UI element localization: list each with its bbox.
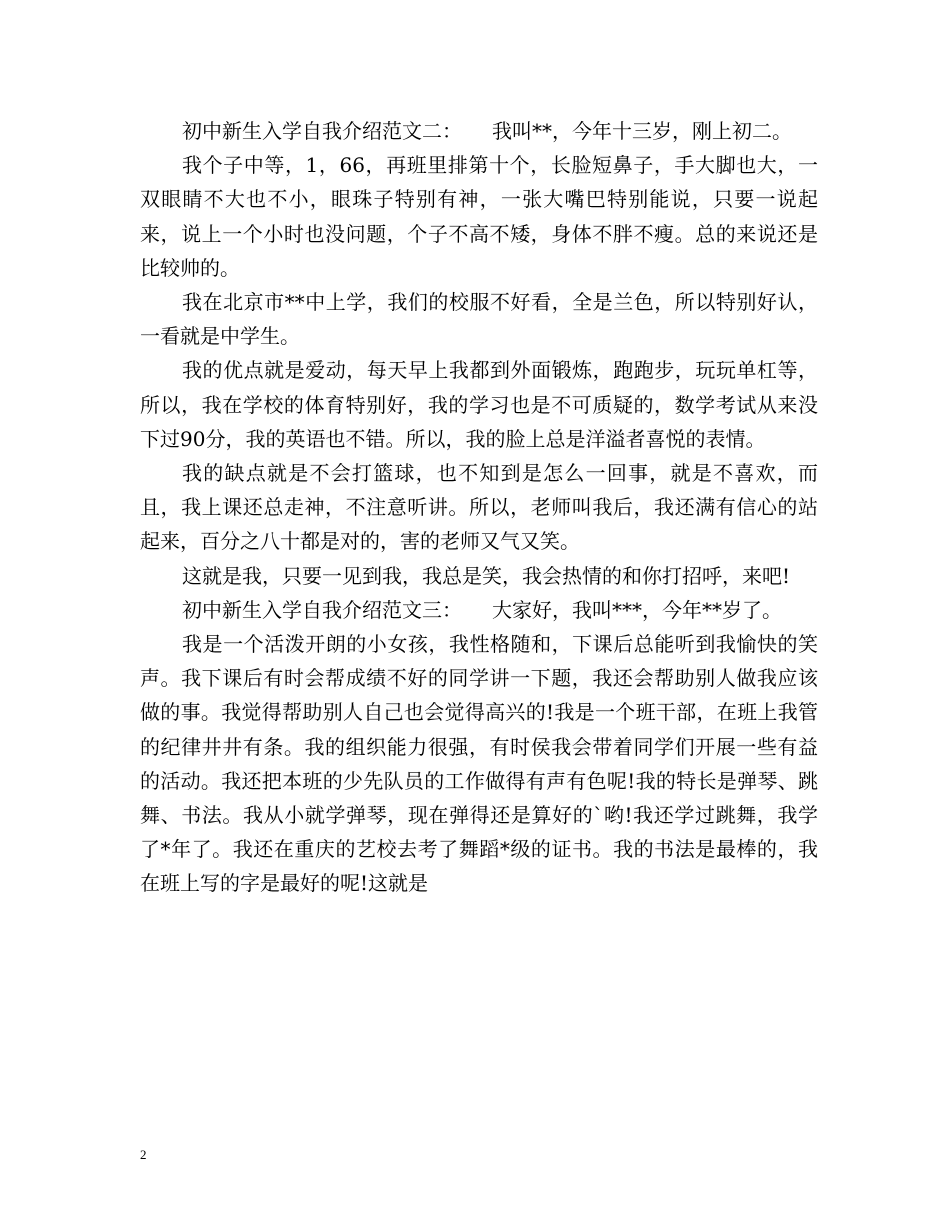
paragraph-sample-three-intro: 初中新生入学自我介绍范文三： 大家好，我叫***，今年**岁了。 <box>182 597 782 622</box>
page-number: 2 <box>140 1147 147 1162</box>
paragraph-school: 我在北京市**中上学，我们的校服不好看，全是兰色，所以特别好认，一看就是中学生。 <box>140 290 818 349</box>
paragraph-weaknesses: 我的缺点就是不会打篮球，也不知到是怎么一回事，就是不喜欢，而且，我上课还总走神，不注意听讲。所以，老师叫我后，我还满有信心的站起来，百分之八十都是对的，害的老师又气又笑。 <box>140 461 818 554</box>
paragraph-appearance: 我个子中等，1，66，再班里排第十个，长脸短鼻子，手大脚也大，一双眼睛不大也不小，眼珠子特别有神，一张大嘴巴特别能说，只要一说起来，说上一个小时也没问题，个子不高不矮，身体不胖不瘦。总的来说还是比较帅的。 <box>140 153 818 280</box>
document-body <box>140 114 818 901</box>
paragraph-sample-two-intro: 初中新生入学自我介绍范文二： 我叫**，今年十三岁，刚上初二。 <box>182 119 792 143</box>
paragraph-personality: 我是一个活泼开朗的小女孩，我性格随和，下课后总能听到我愉快的笑声。我下课后有时会帮成绩不好的同学讲一下题，我还会帮助别人做我应该做的事。我觉得帮助别人自己也会觉得高兴的!我是一个班干部，在班上我管的纪律井井有条。我的组织能力很强，有时侯我会带着同学们开展一些有益的活动。我还把本班的少先队员的工作做得有声有色呢!我的特长是弹琴、跳舞、书法。我从小就学弹琴，现在弹得还是算好的`哟!我还学过跳舞，我学了*年了。我还在重庆的艺校去考了舞蹈*级的证书。我的书法是最棒的，我在班上写的字是最好的呢!这就是 <box>140 632 818 896</box>
paragraph-closing: 这就是我，只要一见到我，我总是笑，我会热情的和你打招呼，来吧! <box>182 563 791 588</box>
paragraph-strengths: 我的优点就是爱动，每天早上我都到外面锻炼，跑跑步，玩玩单杠等，所以，我在学校的体育特别好，我的学习也是不可质疑的，数学考试从来没下过90分，我的英语也不错。所以，我的脸上总是洋溢者喜悦的表情。 <box>140 358 818 451</box>
